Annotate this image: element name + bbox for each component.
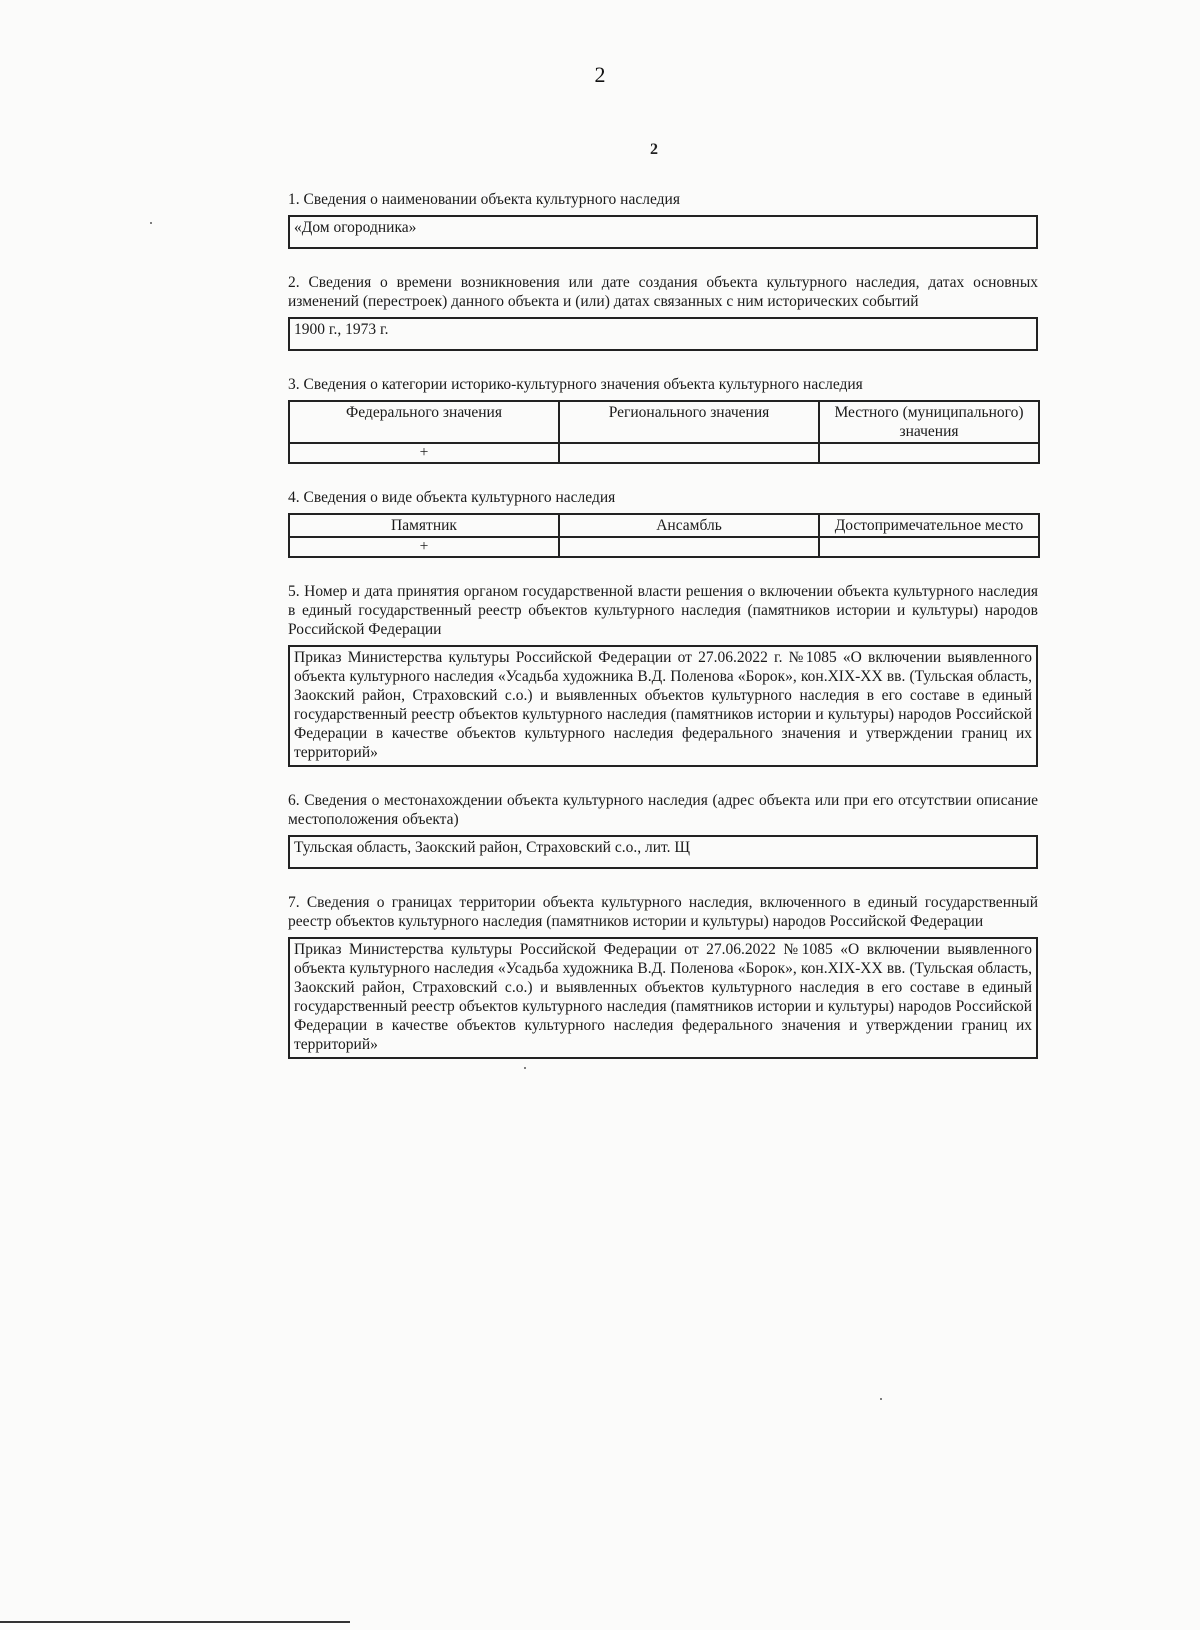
section-4 — [288, 488, 1038, 558]
category-regional-mark — [559, 443, 819, 463]
table-row — [289, 443, 1039, 463]
object-name-box: «Дом огородника» — [288, 215, 1038, 249]
section-6-heading: 6. Сведения о местонахождении объекта культурного наследия (адрес объекта или при его отсутствии описание местоположения объекта) — [288, 792, 1038, 828]
type-landmark-mark — [819, 537, 1039, 557]
table-row — [289, 537, 1039, 557]
section-7-heading: 7. Сведения о границах территории объекта культурного наследия, включенного в единый государственный реестр объектов культурного наследия (памятников истории и культуры) народов Российской Федерации — [288, 894, 1038, 930]
type-ensemble-header: Ансамбль — [559, 514, 819, 537]
type-landmark-header: Достопримечательное место — [819, 514, 1039, 537]
page-number: 2 — [594, 62, 606, 87]
section-1-heading: 1. Сведения о наименовании объекта культурного наследия — [288, 191, 680, 208]
section-2-heading: 2. Сведения о времени возникновения или дате создания объекта культурного наследия, датах основных изменений (перестроек) данного объекта и (или) датах связанных с ним исторических событий — [288, 274, 1038, 310]
section-1 — [288, 190, 1038, 249]
section-5 — [288, 582, 1038, 767]
location-box: Тульская область, Заокский район, Страховский с.о., лит. Щ — [288, 835, 1038, 869]
category-regional-header: Регионального значения — [559, 401, 819, 443]
type-table — [288, 513, 1040, 558]
territory-boundaries-box: Приказ Министерства культуры Российской Федерации от 27.06.2022 №1085 «О включении выявленного объекта культурного наследия «Усадьба художника В.Д. Поленова «Борок», кон.XIX-XX вв. (Тульская область, Заокский район, Страховский с.о.) и выявленных объектов культурного наследия в его составе в единый государственный реестр объектов культурного наследия (памятников истории и культуры) народов Российской Федерации в качестве объектов культурного наследия федерального значения и утверждении границ их территорий» — [288, 937, 1038, 1059]
section-2 — [288, 273, 1038, 351]
type-monument-mark: + — [289, 537, 559, 557]
category-federal-mark: + — [289, 443, 559, 463]
section-3-heading: 3. Сведения о категории историко-культурного значения объекта культурного наследия — [288, 376, 863, 393]
scan-speck — [880, 1398, 882, 1400]
category-federal-header: Федерального значения — [289, 401, 559, 443]
footer-rule — [0, 1621, 350, 1623]
registry-decision-box: Приказ Министерства культуры Российской Федерации от 27.06.2022 г. №1085 «О включении выявленного объекта культурного наследия «Усадьба художника В.Д. Поленова «Борок», кон.XIX-XX вв. (Тульская область, Заокский район, Страховский с.о.) и выявленных объектов культурного наследия в его составе в единый государственный реестр объектов культурного наследия (памятников истории и культуры) народов Российской Федерации в качестве объектов культурного наследия федерального значения и утверждении границ их территорий» — [288, 645, 1038, 767]
category-table — [288, 400, 1040, 464]
document-body — [288, 190, 1038, 1083]
type-monument-header: Памятник — [289, 514, 559, 537]
section-4-heading: 4. Сведения о виде объекта культурного наследия — [288, 489, 616, 506]
scan-speck — [524, 1067, 526, 1069]
table-header-row — [289, 401, 1039, 443]
category-local-mark — [819, 443, 1039, 463]
category-local-header: Местного (муниципального) значения — [819, 401, 1039, 443]
table-header-row — [289, 514, 1039, 537]
creation-date-box: 1900 г., 1973 г. — [288, 317, 1038, 351]
section-6 — [288, 791, 1038, 869]
section-5-heading: 5. Номер и дата принятия органом государственной власти решения о включении объекта культурного наследия в единый государственный реестр объектов культурного наследия (памятников истории и культуры) народов Российской Федерации — [288, 583, 1038, 638]
section-3 — [288, 375, 1038, 464]
section-7 — [288, 893, 1038, 1059]
type-ensemble-mark — [559, 537, 819, 557]
scan-speck — [150, 222, 152, 224]
inner-page-number: 2 — [650, 141, 658, 158]
